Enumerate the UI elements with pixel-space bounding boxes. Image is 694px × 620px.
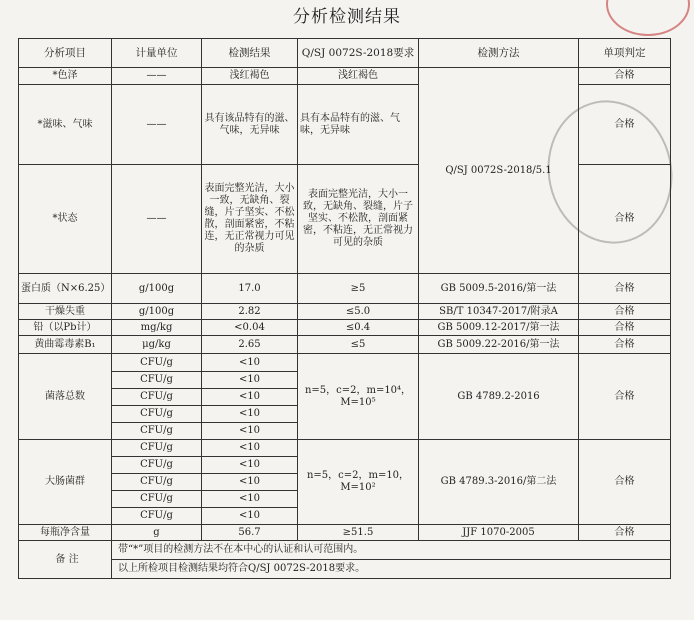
item-cell: 大肠菌群 (19, 440, 112, 525)
header-row (19, 39, 671, 68)
requirement-line: n=5，c=2，m=10， (306, 470, 410, 481)
unit-cell: CFU/g (112, 474, 202, 491)
unit-cell: CFU/g (112, 508, 202, 525)
table-row (19, 304, 671, 320)
table-row (19, 440, 671, 457)
unit-cell: CFU/g (112, 406, 202, 423)
result-cell: 2.65 (202, 336, 298, 354)
result-cell: <0.04 (202, 320, 298, 336)
unit-cell: CFU/g (112, 389, 202, 406)
table-row (19, 525, 671, 541)
header-requirement: Q/SJ 0072S-2018要求 (298, 39, 419, 68)
unit-cell: CFU/g (112, 491, 202, 508)
table-row (19, 68, 671, 85)
item-cell: *状态 (19, 165, 112, 274)
header-method: 检测方法 (419, 39, 579, 68)
note-line: 带“*”项目的检测方法不在本中心的认证和认可范围内。 (112, 541, 671, 560)
requirement-cell: ≥5 (298, 274, 419, 304)
item-cell: 干燥失重 (19, 304, 112, 320)
method-cell: GB 5009.12-2017/第一法 (419, 320, 579, 336)
requirement-cell: ≥51.5 (298, 525, 419, 541)
unit-cell: g/100g (112, 304, 202, 320)
verdict-cell: 合格 (579, 85, 671, 165)
result-cell: 2.82 (202, 304, 298, 320)
table-row (19, 354, 671, 372)
notes-row (19, 541, 671, 560)
verdict-cell: 合格 (579, 274, 671, 304)
result-cell: 56.7 (202, 525, 298, 541)
result-cell: 表面完整光洁，大小一致，无缺角、裂缝，片子坚实、不松散，剖面紧密，不粘连，无正常视力可见的杂质 (202, 165, 298, 274)
result-cell: <10 (202, 372, 298, 389)
requirement-line: M=10⁵ (340, 396, 376, 408)
requirement-cell: 具有本品特有的滋、气味，无异味 (298, 85, 419, 165)
requirement-cell (298, 440, 419, 525)
unit-cell: g (112, 525, 202, 541)
verdict-cell: 合格 (579, 525, 671, 541)
result-cell: 浅红褐色 (202, 68, 298, 85)
unit-cell: mg/kg (112, 320, 202, 336)
page-title: 分析检测结果 (293, 7, 401, 27)
verdict-cell: 合格 (579, 320, 671, 336)
requirement-line: M=10² (340, 482, 376, 493)
verdict-cell: 合格 (579, 354, 671, 440)
item-cell: 蛋白质（N×6.25） (19, 274, 112, 304)
result-cell: 17.0 (202, 274, 298, 304)
header-unit: 计量单位 (112, 39, 202, 68)
requirement-cell: 浅红褐色 (298, 68, 419, 85)
result-cell: <10 (202, 354, 298, 372)
requirement-cell: ≤5 (298, 336, 419, 354)
result-cell: <10 (202, 423, 298, 440)
result-cell: <10 (202, 474, 298, 491)
result-cell: <10 (202, 457, 298, 474)
unit-cell: CFU/g (112, 354, 202, 372)
method-cell: SB/T 10347-2017/附录A (419, 304, 579, 320)
verdict-cell: 合格 (579, 336, 671, 354)
header-verdict: 单项判定 (579, 39, 671, 68)
requirement-cell: ≤0.4 (298, 320, 419, 336)
requirement-line: n=5，c=2，m=10⁴， (304, 384, 412, 396)
item-cell: 黄曲霉毒素B₁ (19, 336, 112, 354)
verdict-cell: 合格 (579, 304, 671, 320)
unit-cell: μg/kg (112, 336, 202, 354)
unit-cell: CFU/g (112, 372, 202, 389)
verdict-cell: 合格 (579, 440, 671, 525)
unit-cell: CFU/g (112, 423, 202, 440)
verdict-cell: 合格 (579, 165, 671, 274)
method-cell: JJF 1070-2005 (419, 525, 579, 541)
notes-row (19, 560, 671, 579)
unit-cell: g/100g (112, 274, 202, 304)
result-cell: <10 (202, 491, 298, 508)
note-line: 以上所检项目检测结果均符合Q/SJ 0072S-2018要求。 (112, 560, 671, 579)
item-cell: 每瓶净含量 (19, 525, 112, 541)
results-table (18, 38, 671, 579)
table-row (19, 274, 671, 304)
item-cell: 铅（以Pb计） (19, 320, 112, 336)
unit-cell: CFU/g (112, 440, 202, 457)
unit-cell: —— (112, 85, 202, 165)
notes-label: 备 注 (19, 541, 112, 579)
result-cell: <10 (202, 406, 298, 423)
requirement-cell (298, 354, 419, 440)
result-cell: <10 (202, 389, 298, 406)
unit-cell: —— (112, 165, 202, 274)
verdict-cell: 合格 (579, 68, 671, 85)
method-cell: Q/SJ 0072S-2018/5.1 (419, 68, 579, 274)
table-row (19, 336, 671, 354)
table-row (19, 320, 671, 336)
corner-seal (606, 0, 690, 36)
header-item: 分析项目 (19, 39, 112, 68)
method-cell: GB 4789.3-2016/第二法 (419, 440, 579, 525)
result-cell: <10 (202, 440, 298, 457)
unit-cell: —— (112, 68, 202, 85)
result-cell: 具有该品特有的滋、气味，无异味 (202, 85, 298, 165)
item-cell: *色泽 (19, 68, 112, 85)
item-cell: 菌落总数 (19, 354, 112, 440)
method-cell: GB 5009.22-2016/第一法 (419, 336, 579, 354)
unit-cell: CFU/g (112, 457, 202, 474)
method-cell: GB 5009.5-2016/第一法 (419, 274, 579, 304)
item-cell: *滋味、气味 (19, 85, 112, 165)
header-result: 检测结果 (202, 39, 298, 68)
requirement-cell: ≤5.0 (298, 304, 419, 320)
requirement-cell: 表面完整光洁，大小一致，无缺角、裂缝，片子坚实、不松散，剖面紧密，不粘连，无正常视力可见的杂质 (298, 165, 419, 274)
method-cell: GB 4789.2-2016 (419, 354, 579, 440)
result-cell: <10 (202, 508, 298, 525)
